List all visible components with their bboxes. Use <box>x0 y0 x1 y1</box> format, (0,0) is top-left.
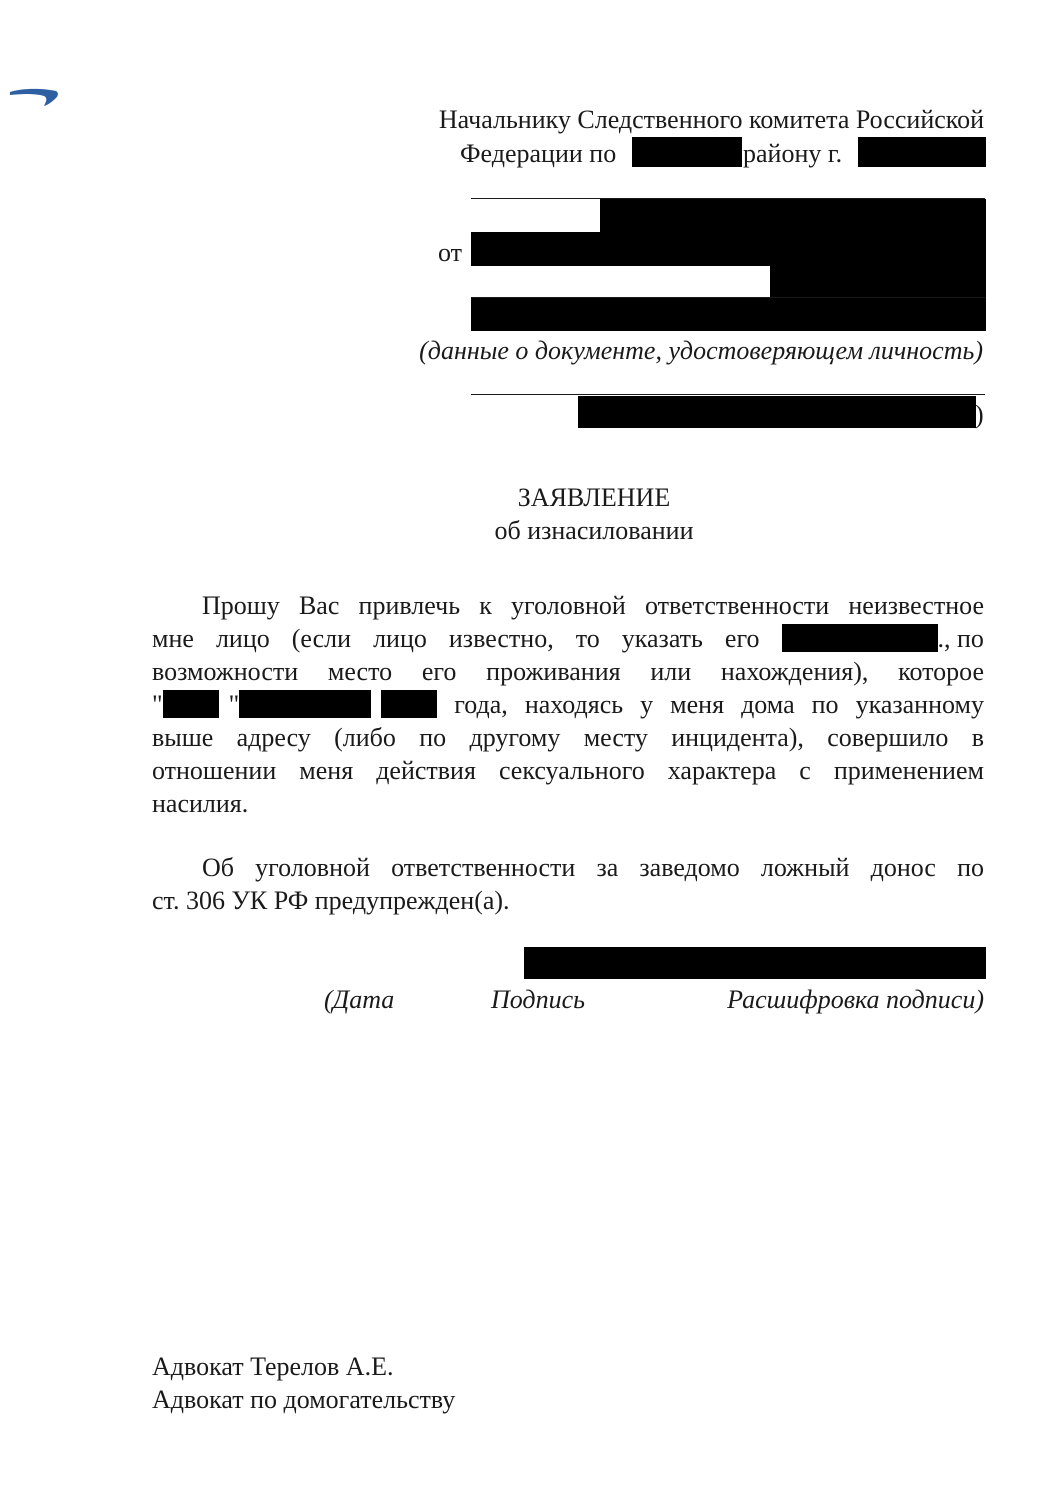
paragraph-line: Об уголовной ответственности за заведомо ложный донос по <box>202 853 984 882</box>
paragraph-line: выше адресу (либо по другому месту инцидента), совершило в <box>152 723 984 752</box>
signature-date-label: (Дата <box>324 985 395 1014</box>
redacted-applicant-line-4 <box>471 298 986 331</box>
document-title: ЗАЯВЛЕНИЕ <box>517 483 671 512</box>
redacted-contact <box>578 396 976 428</box>
footer-lawyer-title: Адвокат по домогательству <box>152 1385 456 1414</box>
redacted-city <box>858 137 986 167</box>
paragraph-line: Прошу Вас привлечь к уголовной ответственности неизвестное <box>202 591 984 620</box>
redacted-month <box>239 690 371 718</box>
redacted-suspect-name <box>782 624 938 652</box>
blue-logo-mark <box>8 84 60 108</box>
addressee-line-2-start: Федерации по <box>460 139 617 168</box>
redacted-applicant-line-1 <box>600 199 986 232</box>
blank-line <box>471 394 985 395</box>
redacted-district <box>632 137 742 167</box>
footer-lawyer-name: Адвокат Терелов А.Е. <box>152 1352 394 1381</box>
from-label: от <box>438 238 463 267</box>
document-subtitle: об изнасиловании <box>494 516 694 545</box>
signature-decode-label: Расшифровка подписи) <box>727 985 984 1014</box>
redacted-applicant-line-2 <box>471 232 986 266</box>
id-document-caption: (данные о документе, удостоверяющем личность) <box>419 336 983 365</box>
warning-paragraph <box>152 851 984 917</box>
paragraph-line: мне лицо (если лицо известно, то указать его ., по <box>152 624 984 653</box>
statement-paragraph <box>152 589 984 820</box>
paragraph-line: отношении меня действия сексуального характера с применением <box>152 756 984 785</box>
redacted-year <box>381 690 437 718</box>
redacted-signature <box>524 947 986 979</box>
addressee-line-2-end: району г. <box>743 139 843 168</box>
paragraph-line: " " года, находясь у меня дома по указанному <box>152 690 984 719</box>
closing-paren: ) <box>975 400 984 429</box>
redacted-day <box>163 690 219 718</box>
signature-sign-label: Подпись <box>491 985 585 1014</box>
addressee-line-1: Начальнику Следственного комитета Российской <box>438 105 984 134</box>
paragraph-line: насилия. <box>152 789 249 818</box>
paragraph-line: возможности место его проживания или нахождения), которое <box>152 657 984 686</box>
redacted-applicant-line-3 <box>770 266 986 298</box>
paragraph-line: ст. 306 УК РФ предупрежден(а). <box>152 886 510 915</box>
